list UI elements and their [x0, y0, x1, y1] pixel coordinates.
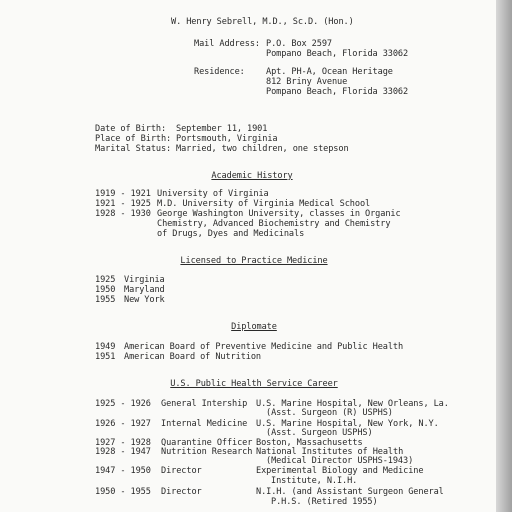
career-title: Quarantine Officer — [161, 438, 253, 448]
mail-address-line: Pompano Beach, Florida 33062 — [266, 49, 409, 59]
birth-date-value: September 11, 1901 — [176, 124, 268, 134]
license-heading: Licensed to Practice Medicine — [180, 256, 328, 266]
diplomate-entry: American Board of Nutrition — [124, 352, 261, 362]
marital-status-label: Marital Status: — [95, 144, 172, 154]
academic-years: 1921 - 1925 — [95, 199, 151, 209]
birth-place-value: Portsmouth, Virginia — [176, 134, 278, 144]
career-title: Director — [161, 487, 202, 497]
license-state: Maryland — [124, 285, 165, 295]
academic-years: 1928 - 1930 — [95, 209, 151, 219]
diplomate-heading: Diplomate — [231, 322, 277, 332]
residence-line: 812 Briny Avenue — [266, 77, 348, 87]
academic-entry: University of Virginia — [157, 189, 269, 199]
career-years: 1947 - 1950 — [95, 466, 151, 476]
marital-status-value: Married, two children, one stepson — [176, 144, 349, 154]
career-place: Institute, N.I.H. — [271, 476, 358, 486]
person-name: W. Henry Sebrell, M.D., Sc.D. (Hon.) — [171, 17, 354, 27]
diplomate-year: 1951 — [95, 352, 116, 362]
career-place: (Asst. Surgeon USPHS) — [266, 428, 373, 438]
career-title: General Intership — [161, 399, 248, 409]
career-place: (Medical Director USPHS-1943) — [266, 456, 414, 466]
career-years: 1925 - 1926 — [95, 399, 151, 409]
birth-place-label: Place of Birth: — [95, 134, 172, 144]
career-place: (Asst. Surgeon (R) USPHS) — [266, 408, 393, 418]
license-state: Virginia — [124, 275, 165, 285]
career-place: P.H.S. (Retired 1955) — [271, 497, 378, 507]
academic-heading: Academic History — [211, 171, 293, 181]
mail-address-label: Mail Address: — [194, 39, 260, 49]
career-place: Experimental Biology and Medicine — [256, 466, 424, 476]
license-year: 1950 — [95, 285, 116, 295]
career-place: U.S. Marine Hospital, New York, N.Y. — [256, 419, 439, 429]
academic-years: 1919 - 1921 — [95, 189, 151, 199]
career-place: Boston, Massachusetts — [256, 438, 363, 448]
academic-entry: M.D. University of Virginia Medical School — [157, 199, 371, 209]
page-edge-shadow — [496, 0, 512, 512]
mail-address-line: P.O. Box 2597 — [266, 39, 332, 49]
career-years: 1926 - 1927 — [95, 419, 151, 429]
academic-entry: of Drugs, Dyes and Medicinals — [157, 229, 305, 239]
career-place: N.I.H. (and Assistant Surgeon General — [256, 487, 444, 497]
license-year: 1925 — [95, 275, 116, 285]
career-years: 1927 - 1928 — [95, 438, 151, 448]
career-title: Nutrition Research — [161, 447, 253, 457]
license-state: New York — [124, 295, 165, 305]
academic-entry: Chemistry, Advanced Biochemistry and Chemistry — [157, 219, 391, 229]
residence-label: Residence: — [194, 67, 245, 77]
birth-date-label: Date of Birth: — [95, 124, 167, 134]
diplomate-year: 1949 — [95, 342, 116, 352]
diplomate-entry: American Board of Preventive Medicine and Public Health — [124, 342, 404, 352]
career-heading: U.S. Public Health Service Career — [170, 379, 338, 389]
residence-line: Pompano Beach, Florida 33062 — [266, 87, 409, 97]
career-place: U.S. Marine Hospital, New Orleans, La. — [256, 399, 449, 409]
career-place: National Institutes of Health — [256, 447, 404, 457]
residence-line: Apt. PH-A, Ocean Heritage — [266, 67, 393, 77]
career-title: Internal Medicine — [161, 419, 248, 429]
career-years: 1928 - 1947 — [95, 447, 151, 457]
academic-entry: George Washington University, classes in Organic — [157, 209, 401, 219]
career-years: 1950 - 1955 — [95, 487, 151, 497]
license-year: 1955 — [95, 295, 116, 305]
career-title: Director — [161, 466, 202, 476]
